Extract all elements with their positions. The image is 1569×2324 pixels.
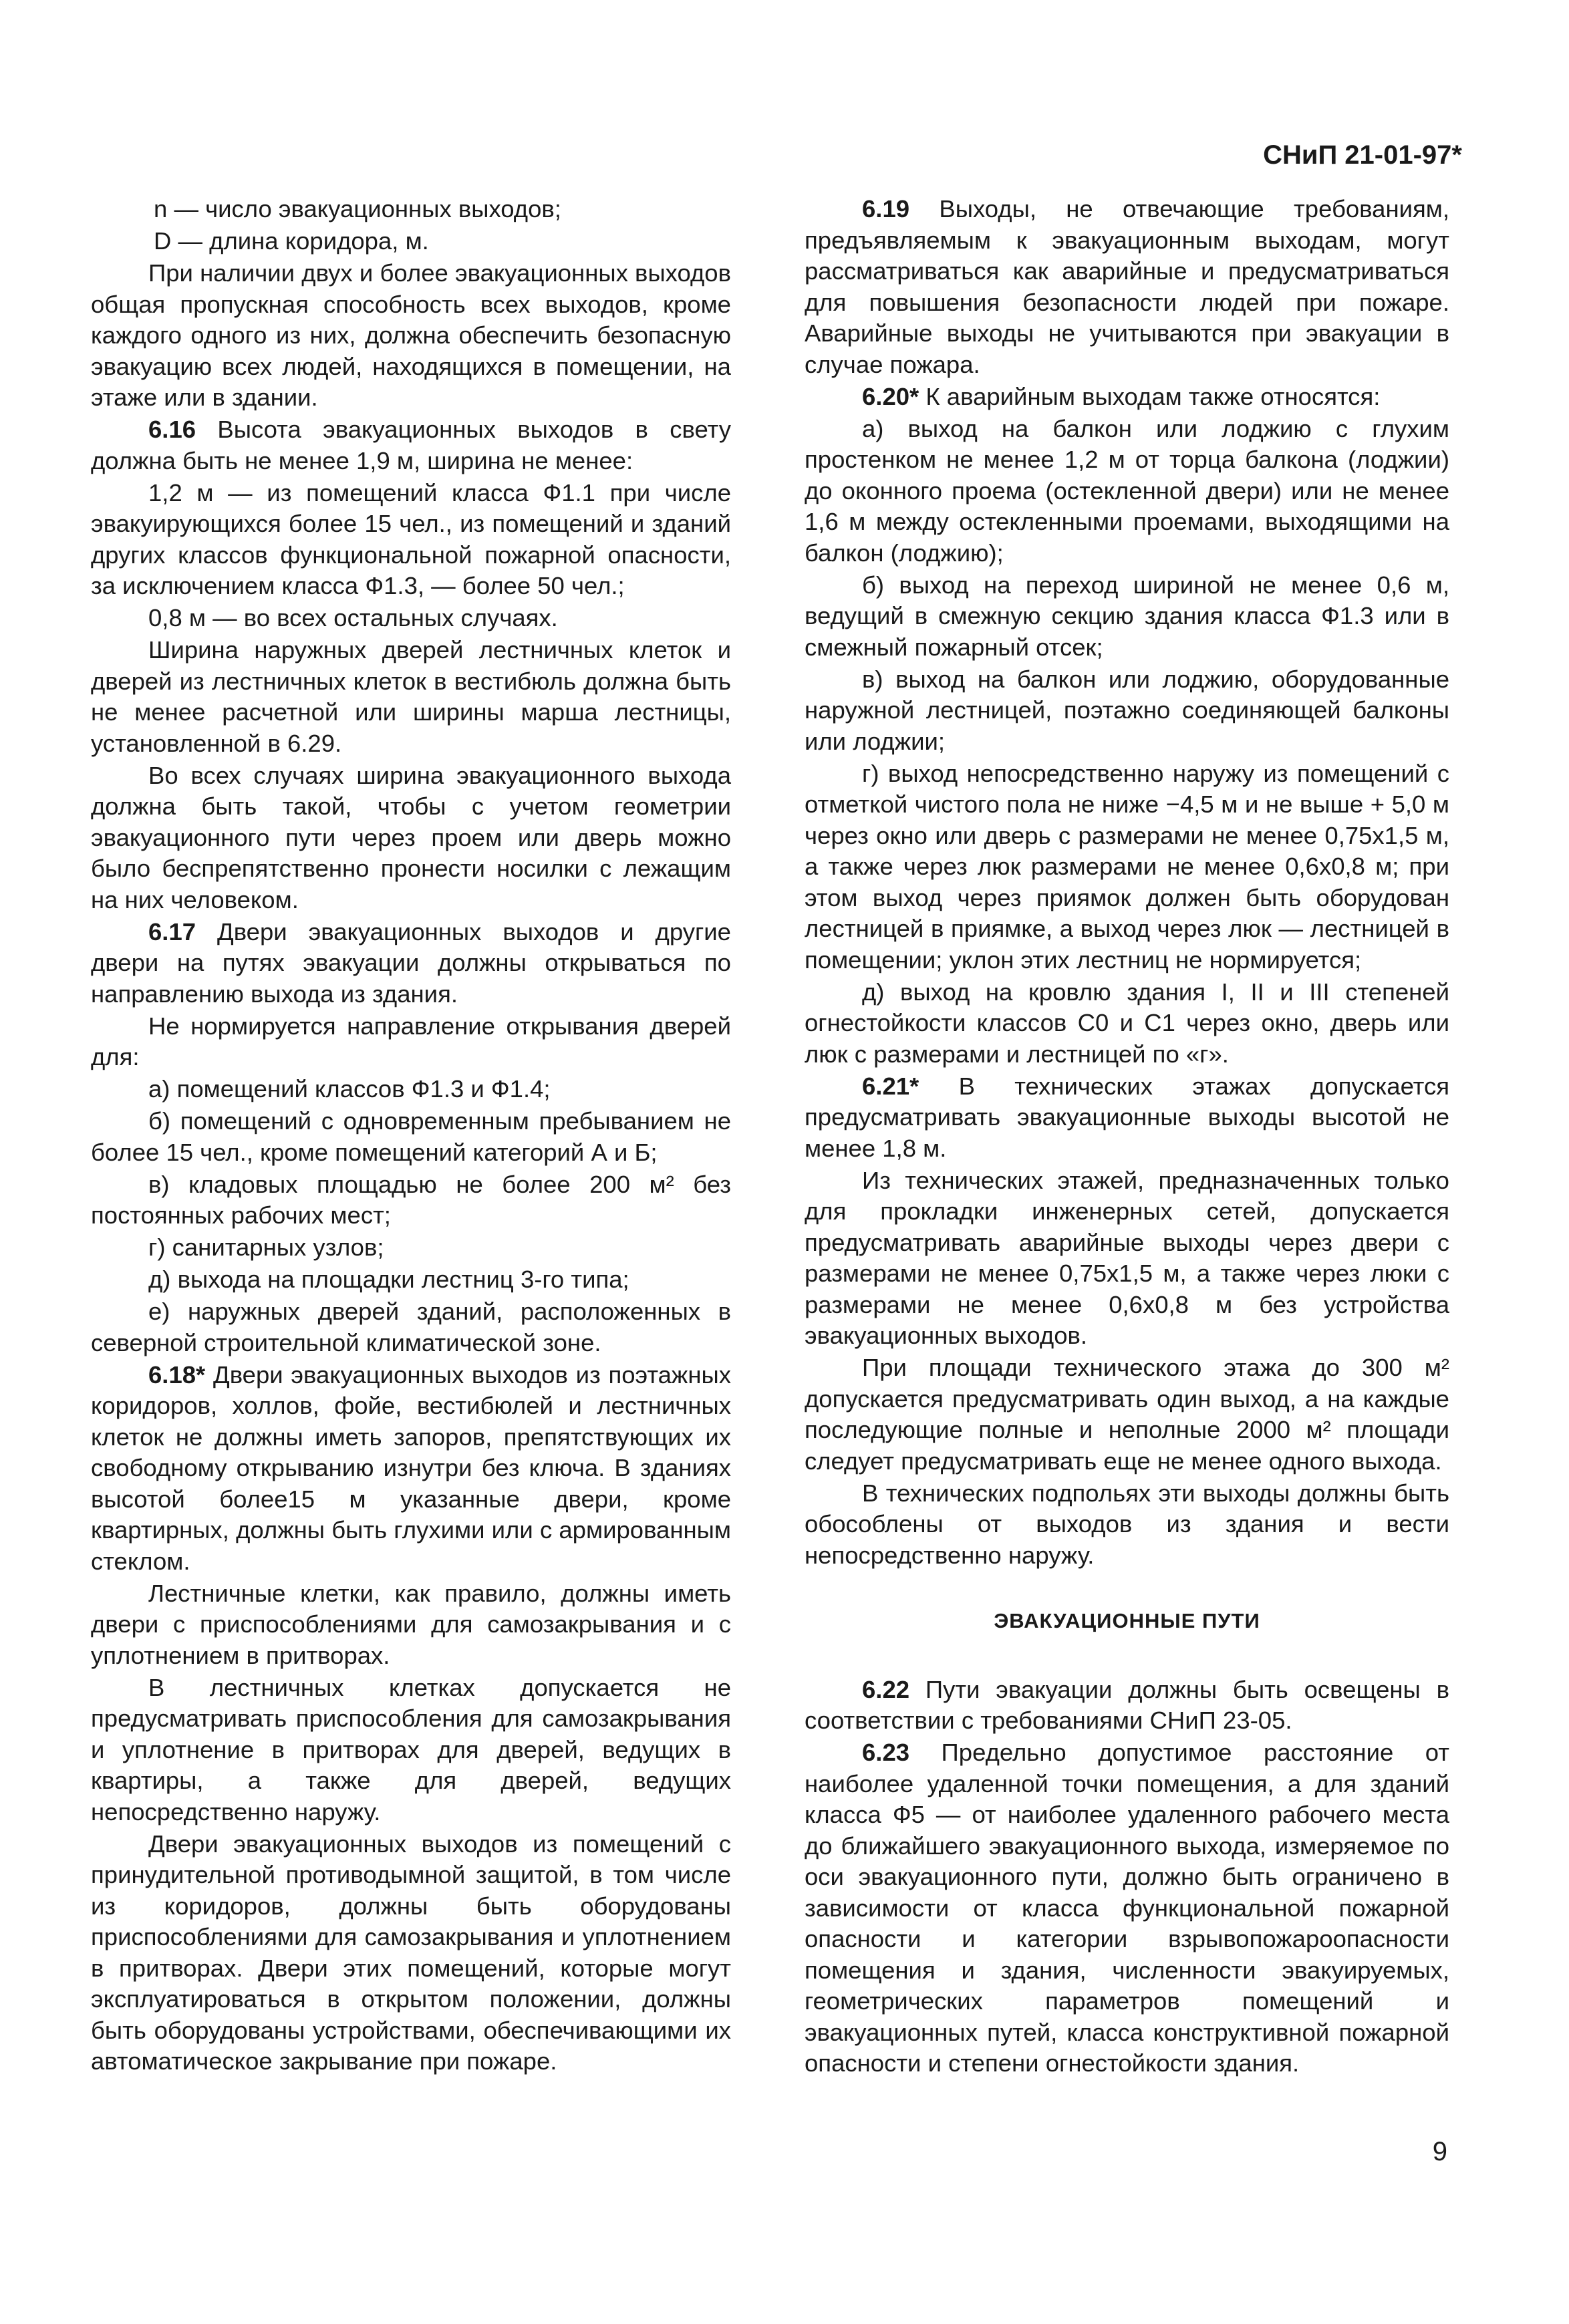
clause-text: Выходы, не отвечающие требованиям, предъявляемым к эвакуационным выходам, могут рассматриваться как аварийные и предусматриваться для повышения безопасности людей при пожаре. Аварийные выходы не учитываются при эвакуации в случае пожара. (805, 195, 1449, 378)
clause-6-18-para-b: Лестничные клетки, как правило, должны иметь двери с приспособлениями для самозакрывания и с уплотнением в притворах. (91, 1579, 731, 1669)
definition-d: D — длина коридора, м. (154, 227, 429, 255)
clause-6-21-para-d: В технических подпольях эти выходы должны быть обособлены от выходов из здания и вести непосредственно наружу. (805, 1479, 1449, 1569)
clause-6-17-intro: Не нормируется направление открывания дверей для: (91, 1012, 731, 1070)
clause-6-16-item-a: 1,2 м — из помещений класса Ф1.1 при числе эвакуирующихся более 15 чел., из помещений и зданий других классов функциональной пожарной опасности, за исключением класса Ф1.3, — более 50 чел.; (91, 478, 731, 599)
clause-number: 6.17 (148, 917, 196, 946)
page-number: 9 (1432, 2137, 1447, 2166)
clause-number: 6.16 (148, 416, 196, 443)
clause-text: Двери эвакуационных выходов и другие двери на путях эвакуации должны открываться по направлению выхода из здания. (91, 917, 731, 1008)
clause-6-23 (805, 1737, 1449, 2079)
clause-text: К аварийным выходам также относятся: (919, 382, 1381, 410)
clause-text: Двери эвакуационных выходов из поэтажных коридоров, холлов, фойе, вестибюлей и лестничных клеток не должны иметь запоров, препятствующих их свободному открыванию изнутри без ключа. В зданиях высотой более15 м указанные двери, кроме квартирных, должны быть глухими или с армированным стеклом. (91, 1360, 731, 1575)
list-item: в) кладовых площадью не более 200 м² без постоянных рабочих мест; (91, 1170, 731, 1229)
list-item: а) выход на балкон или лоджию с глухим простенком не менее 1,2 м от торца балкона (лоджии) до оконного проема (остекленной двери) или не менее 1,6 м между остекленными проемами, выходящими на балкон (лоджию); (805, 414, 1449, 567)
clause-6-21-para-c: При площади технического этажа до 300 м² допускается предусматривать один выход, а на каждые последующие полные и неполные 2000 м² площади следует предусматривать еще не менее одного выхода. (805, 1354, 1449, 1475)
clause-number: 6.19 (862, 195, 910, 223)
clause-number: 6.21* (862, 1072, 919, 1100)
section-heading: ЭВАКУАЦИОННЫЕ ПУТИ (994, 1609, 1260, 1632)
clause-6-17 (91, 917, 731, 1010)
paragraph-exits-capacity: При наличии двух и более эвакуационных выходов общая пропускная способность всех выходов, кроме каждого одного из них, должна обеспечить безопасную эвакуацию всех людей, находящихся в помещении, на этаже или в здании. (91, 259, 731, 411)
clause-text: Предельно допустимое расстояние от наиболее удаленной точки помещения, а для зданий класса Ф5 — от наиболее удаленного рабочего места до ближайшего эвакуационного выхода, измеряемое по оси эвакуационного пути, должно быть ограничено в зависимости от класса функциональной пожарной опасности и категории взрывопожароопасности помещения и здания, численности эвакуируемых, геометрических параметров помещений и эвакуационных путей, класса конструктивной пожарной опасности и степени огнестойкости здания. (805, 1739, 1449, 2077)
clause-6-19 (805, 194, 1449, 380)
list-item: д) выход на кровлю здания I, II и III степеней огнестойкости классов С0 и С1 через окно, дверь или люк с размерами и лестницей по «г». (805, 978, 1449, 1068)
list-item: б) выход на переход шириной не менее 0,6 м, ведущий в смежную секцию здания класса Ф1.3 или в смежный пожарный отсек; (805, 571, 1449, 661)
list-item: е) наружных дверей зданий, расположенных в северной строительной климатической зоне. (91, 1298, 731, 1356)
clause-number: 6.22 (862, 1675, 910, 1703)
clause-text: Пути эвакуации должны быть освещены в соответствии с требованиями СНиП 23-05. (805, 1675, 1449, 1734)
list-item: д) выхода на площадки лестниц 3-го типа; (148, 1266, 629, 1293)
list-item: г) выход непосредственно наружу из помещений с отметкой чистого пола не ниже −4,5 м и не выше + 5,0 м через окно или дверь с размерами не менее 0,75х1,5 м, а также через люк размерами не менее 0,6х0,8 м; при этом выход через приямок должен быть оборудован лестницей в приямке, а выход через люк — лестницей в помещении; уклон этих лестниц не нормируется; (805, 759, 1449, 974)
clause-6-21 (805, 1071, 1449, 1165)
clause-number: 6.20* (862, 382, 919, 410)
clause-text: Высота эвакуационных выходов в свету должна быть не менее 1,9 м, ширина не менее: (91, 416, 731, 474)
right-column (805, 194, 1449, 2080)
clause-6-21-para-b: Из технических этажей, предназначенных только для прокладки инженерных сетей, допускается предусматривать аварийные выходы через двери с размерами не менее 0,75х1,5 м, а также через люки с размерами не менее 0,6х0,8 м без устройства эвакуационных выходов. (805, 1166, 1449, 1349)
left-column (91, 194, 731, 2078)
list-item: в) выход на балкон или лоджию, оборудованные наружной лестницей, поэтажно соединяющей балконы или лоджии; (805, 665, 1449, 755)
definition-n: n — число эвакуационных выходов; (154, 195, 561, 223)
clause-6-16 (91, 414, 731, 476)
list-item: г) санитарных узлов; (148, 1233, 384, 1261)
clause-number: 6.23 (862, 1739, 910, 1766)
clause-6-16-item-b: 0,8 м — во всех остальных случаях. (148, 604, 558, 631)
clause-6-22 (805, 1675, 1449, 1737)
document-code: СНиП 21-01-97* (1263, 140, 1462, 170)
clause-text: В технических этажах допускается предусматривать эвакуационные выходы высотой не менее 1,8 м. (805, 1072, 1449, 1162)
clause-6-18-para-d: Двери эвакуационных выходов из помещений с принудительной противодымной защитой, в том числе из коридоров, должны быть оборудованы приспособлениями для самозакрывания и уплотнением в притворах. Двери этих помещений, которые могут эксплуатироваться в открытом положении, должны быть оборудованы устройствами, обеспечивающими их автоматическое закрывание при пожаре. (91, 1830, 731, 2075)
clause-6-18-para-c: В лестничных клетках допускается не предусматривать приспособления для самозакрывания и уплотнение в притворах для дверей, ведущих в квартиры, а также для дверей, ведущих непосредственно наружу. (91, 1673, 731, 1826)
list-item: б) помещений с одновременным пребыванием не более 15 чел., кроме помещений категорий А и Б; (91, 1107, 731, 1166)
clause-6-16-para-c: Ширина наружных дверей лестничных клеток и дверей из лестничных клеток в вестибюль должна быть не менее расчетной или ширины марша лестницы, установленной в 6.29. (91, 636, 731, 757)
list-item: а) помещений классов Ф1.3 и Ф1.4; (148, 1075, 551, 1103)
clause-6-16-para-d: Во всех случаях ширина эвакуационного выхода должна быть такой, чтобы с учетом геометрии эвакуационного пути через проем или дверь можно было беспрепятственно пронести носилки с лежащим на них человеком. (91, 761, 731, 913)
clause-number: 6.18* (148, 1360, 206, 1389)
clause-6-20 (805, 382, 1449, 413)
clause-6-18 (91, 1360, 731, 1578)
